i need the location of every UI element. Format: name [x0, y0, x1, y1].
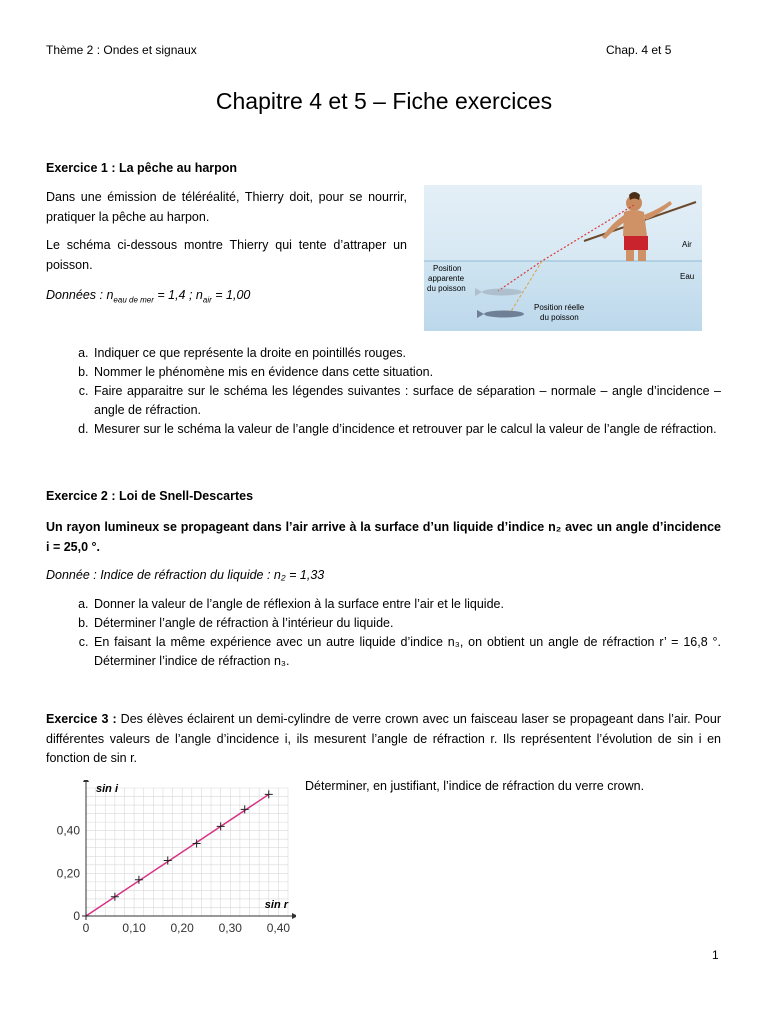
y-axis-arrow — [83, 780, 89, 782]
ex1-question-c: c. Faire apparaitre sur le schéma les légendes suivantes : surface de séparation – normale – angle d’incidence – angle de réfraction. — [92, 382, 721, 420]
y-tick-label: 0,20 — [56, 866, 80, 881]
harpoon-figure — [424, 185, 702, 331]
label-reelle-1: Position réelle — [534, 303, 585, 312]
ex1-question-list — [46, 344, 721, 439]
x-tick-label: 0 — [82, 921, 90, 935]
ex2-data: Donnée : Indice de réfraction du liquide : n₂ = 1,33 — [46, 568, 325, 582]
ex1-data: Données : $n_{eau de mer} = 1,4$ ; $n_{air} = 1,00$ — [46, 288, 251, 305]
sin-chart — [46, 780, 296, 940]
x-tick-label: 0,30 — [218, 921, 242, 935]
chart-tick-labels — [57, 824, 291, 935]
ex2-question-b: b. Déterminer l’angle de réfraction à l’intérieur du liquide. — [92, 614, 721, 633]
data-point — [111, 893, 119, 901]
ex1-heading: Exercice 1 : La pêche au harpon — [46, 161, 238, 175]
ex2-question-a: a. Donner la valeur de l’angle de réflexion à la surface entre l’air et le liquide. — [92, 595, 721, 614]
page-title: Chapitre 4 et 5 – Fiche exercices — [215, 88, 553, 114]
ex1-question-a: a. Indiquer ce que représente la droite en pointillés rouges. — [92, 344, 721, 363]
label-apparent-2: apparente — [428, 274, 465, 283]
ex1-paragraph-1: Dans une émission de téléréalité, Thierry doit, pour se nourrir, pratiquer la pêche au harpon. — [46, 190, 407, 224]
y-tick-label: 0,40 — [56, 823, 80, 838]
page-number: 1 — [712, 948, 719, 962]
chart-series — [82, 790, 273, 920]
ex3-question: Déterminer, en justifiant, l’indice de réfraction du verre crown. — [305, 779, 645, 793]
chart-xlabel: sin r — [264, 899, 288, 911]
ex2-statement: Un rayon lumineux se propageant dans l’air arrive à la surface d’un liquide d’indice n₂ avec un angle d’incidence i = 25,0 °. — [46, 520, 721, 554]
x-tick-label: 0,10 — [122, 921, 146, 935]
ex2-question-c: c. En faisant la même expérience avec un autre liquide d’indice n₃, on obtient un angle de réfraction r’ = 16,8 °. Déterminer l’indice de réfraction n₃. — [92, 633, 721, 671]
data-point — [82, 912, 90, 920]
ex2-heading: Exercice 2 : Loi de Snell-Descartes — [46, 489, 254, 503]
x-axis-arrow — [292, 913, 296, 919]
header-right: Chap. 4 et 5 — [606, 43, 672, 57]
regression-line — [86, 794, 269, 916]
ex1-question-d: d. Mesurer sur le schéma la valeur de l’angle d’incidence et retrouver par le calcul la valeur de l’angle de réfraction. — [92, 420, 721, 439]
chart-ylabel: sin i — [96, 783, 119, 795]
data-point — [265, 790, 273, 798]
x-tick-label: 0,40 — [266, 921, 291, 935]
label-apparent-3: du poisson — [427, 284, 466, 293]
ex1-question-b: b. Nommer le phénomène mis en évidence dans cette situation. — [92, 363, 721, 382]
header-left: Thème 2 : Ondes et signaux — [46, 43, 197, 57]
label-reelle-2: du poisson — [540, 313, 579, 322]
ex3-heading: Exercice 3 : — [46, 712, 117, 726]
ex1-paragraph-2: Le schéma ci-dessous montre Thierry qui tente d’attraper un poisson. — [46, 238, 407, 272]
y-tick-label: 0 — [73, 909, 80, 923]
ex3-statement: Exercice 3 : Des élèves éclairent un demi-cylindre de verre crown avec un faisceau laser se propageant dans l’air. Pour différentes valeurs de l’angle d’incidence i, ils mesurent l’angle de réfraction r. Ils représentent l’évolution de sin i en fonction de sin r. — [46, 712, 721, 765]
x-tick-label: 0,20 — [170, 921, 194, 935]
label-eau: Eau — [680, 272, 695, 281]
data-point — [217, 822, 225, 830]
label-air: Air — [682, 240, 692, 249]
sky-area — [424, 185, 702, 261]
label-apparent-1: Position — [433, 264, 462, 273]
ex2-question-list — [46, 595, 721, 671]
